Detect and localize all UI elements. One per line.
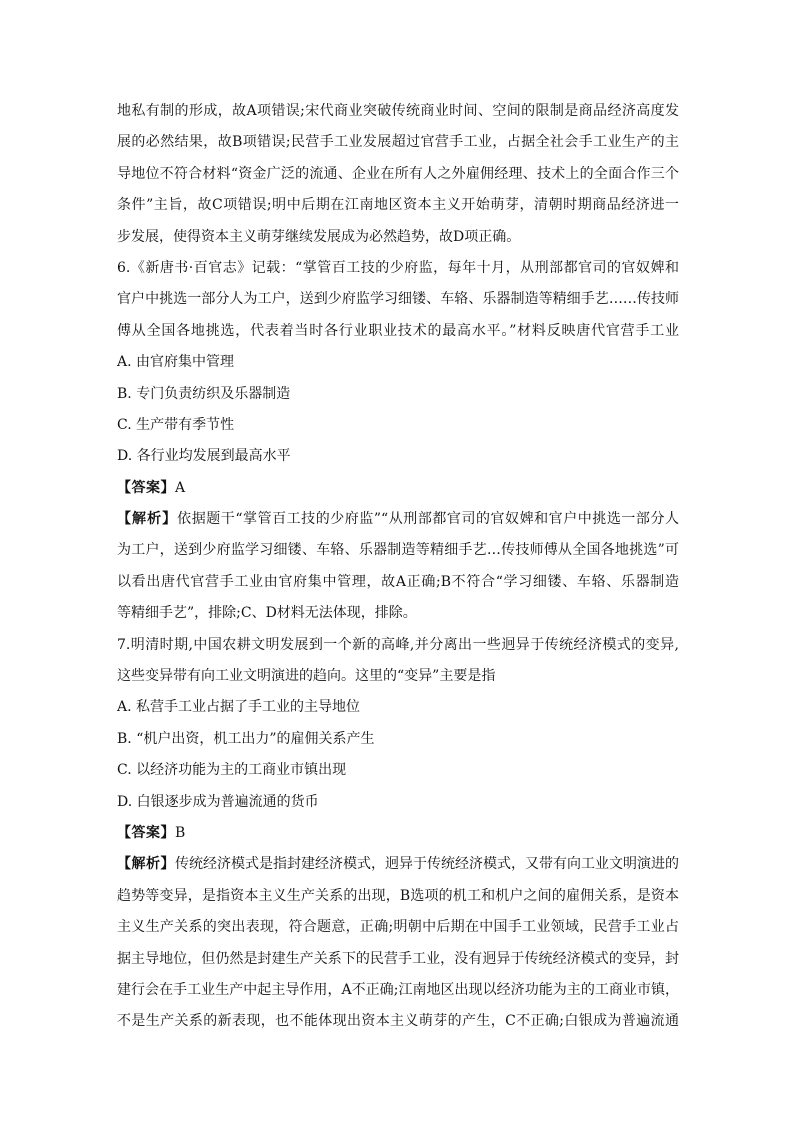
- analysis-label: 【解析】: [117, 511, 178, 528]
- analysis-label: 【解析】: [117, 856, 175, 873]
- analysis-line: 据主导地位，但仍然是封建生产关系下的民营手工业，没有迥异于传统经济模式的变异，封: [117, 950, 679, 967]
- analysis-line: 不是生产关系的新表现，也不能体现出资本主义萌芽的产生，C不正确;白银成为普遍流通: [117, 1013, 679, 1030]
- option-d: D. 白银逐步成为普遍流通的货币: [117, 793, 319, 810]
- text-line: 条件”主旨，故C项错误;明中后期在江南地区资本主义开始萌芽，清朝时期商品经济进一: [117, 197, 679, 214]
- previous-analysis-tail: [117, 96, 679, 253]
- answer-label: 【答案】: [117, 824, 175, 841]
- question-7: [117, 630, 679, 1038]
- analysis-line: 以看出唐代官营手工业由官府集中管理，故A正确;B不符合“学习细镂、车辂、乐器制造: [117, 573, 679, 590]
- question-stem-line: 这些变异带有向工业文明演进的趋向。这里的“变异”主要是指: [117, 668, 496, 685]
- text-line: 展的必然结果，故B项错误;民营手工业发展超过官营手工业，占据全社会手工业生产的主: [117, 134, 679, 151]
- answer-value: A: [175, 479, 186, 496]
- text-line: 地私有制的形成，故A项错误;宋代商业突破传统商业时间、空间的限制是商品经济高度发: [117, 103, 679, 119]
- analysis-line: [117, 504, 679, 535]
- answer-value: B: [175, 824, 186, 841]
- text-line: 导地位不符合材料“资金广泛的流通、企业在所有人之外雇佣经理、技术上的全面合作三个: [117, 165, 679, 182]
- answer-line: [117, 473, 679, 504]
- answer-label: 【答案】: [117, 479, 175, 496]
- answer-line: [117, 818, 679, 849]
- option-b: B. “机户出资，机工出力”的雇佣关系产生: [117, 730, 375, 747]
- analysis-line: 主义生产关系的突出表现，符合题意，正确;明朝中后期在中国手工业领域，民营手工业占: [117, 919, 679, 936]
- option-a: A. 由官府集中管理: [117, 354, 235, 371]
- analysis-line: [117, 849, 679, 880]
- option-b: B. 专门负责纺织及乐器制造: [117, 385, 291, 402]
- question-stem-line: 7.明清时期,中国农耕文明发展到一个新的高峰,并分离出一些迥异于传统经济模式的变异,: [117, 636, 679, 653]
- option-d: D. 各行业均发展到最高水平: [117, 448, 291, 465]
- analysis-text: 依据题干“掌管百工技的少府监”“从刑部都官司的官奴婢和官户中挑选一部分人: [177, 511, 679, 528]
- text-line: 步发展，使得资本主义萌芽继续发展成为必然趋势，故D项正确。: [117, 228, 521, 245]
- option-c: C. 以经济功能为主的工商业市镇出现: [117, 762, 347, 779]
- analysis-text: 传统经济模式是指封建经济模式，迥异于传统经济模式，又带有向工业文明演进的: [175, 856, 679, 873]
- analysis-line: 等精细手艺”，排除;C、D材料无法体现，排除。: [117, 605, 417, 622]
- question-stem-line: 傅从全国各地挑选，代表着当时各行业职业技术的最高水平。”材料反映唐代官营手工业: [117, 322, 679, 339]
- question-6: [117, 253, 679, 630]
- analysis-line: 建行会在手工业生产中起主导作用，A不正确;江南地区出现以经济功能为主的工商业市镇，: [117, 981, 679, 998]
- question-stem-line: 6.《新唐书·百官志》记载：“掌管百工技的少府监，每年十月，从刑部都官司的官奴婢和: [117, 259, 679, 276]
- option-c: C. 生产带有季节性: [117, 416, 235, 433]
- analysis-line: 趋势等变异，是指资本主义生产关系的出现，B选项的机工和机户之间的雇佣关系，是资本: [117, 887, 679, 904]
- question-stem-line: 官户中挑选一部分人为工户，送到少府监学习细镂、车辂、乐器制造等精细手艺……传技师: [117, 291, 679, 308]
- option-a: A. 私营手工业占据了手工业的主导地位: [117, 699, 361, 716]
- document-page: [117, 96, 679, 1038]
- analysis-line: 为工户，送到少府监学习细镂、车辂、乐器制造等精细手艺…传技师傅从全国各地挑选”可: [117, 542, 679, 559]
